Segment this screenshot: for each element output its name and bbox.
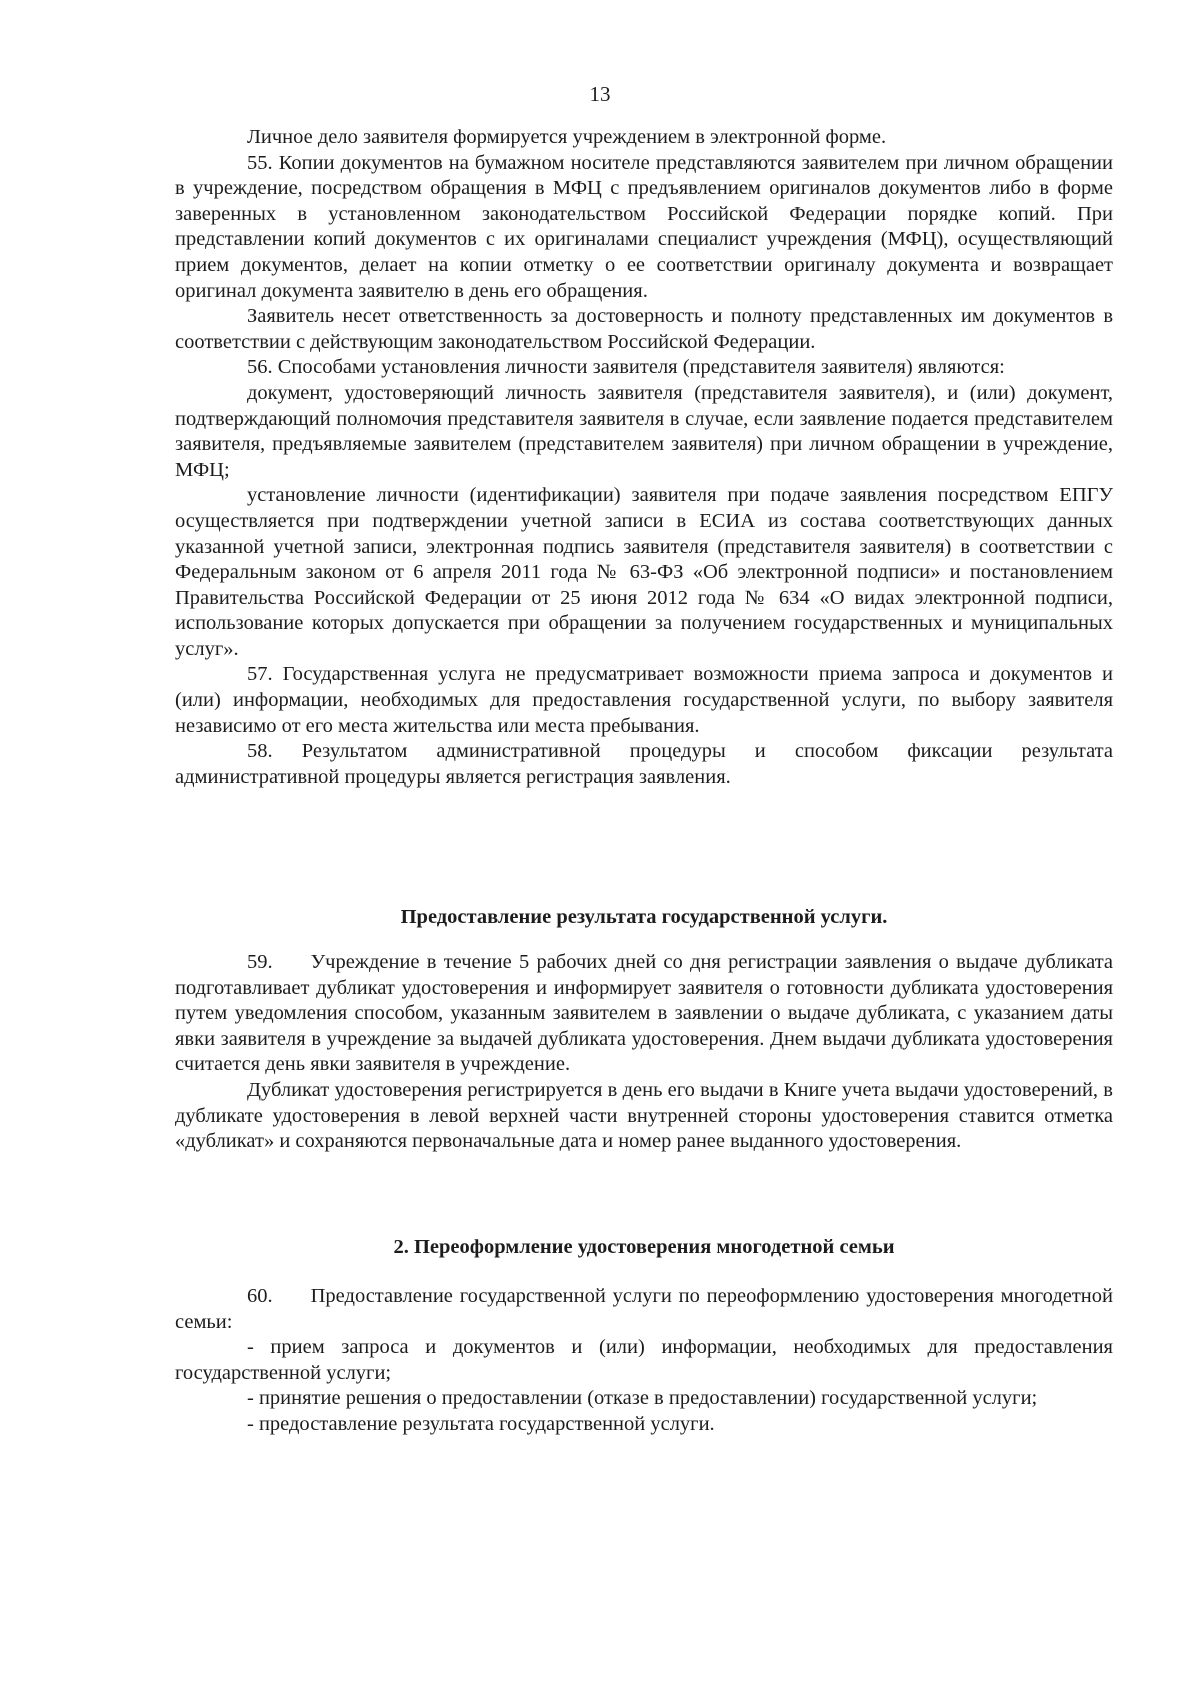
- paragraph-55: 55. Копии документов на бумажном носителе представляются заявителем при личном обращении в учреждение, посредством обращения в МФЦ с предъявлением оригиналов документов либо в форме заверенных в установленном законодательством Российской Федерации порядке копий. При представлении копий документов с их оригиналами специалист учреждения (МФЦ), осуществляющий прием документов, делает на копии отметку о ее соответствии оригиналу документа и возвращает оригинал документа заявителю в день его обращения.: [175, 151, 1113, 302]
- list-item-request-reception: - прием запроса и документов и (или) информации, необходимых для предоставления государственной услуги;: [175, 1336, 1113, 1384]
- paragraph-59: [175, 950, 1113, 1078]
- section-heading-result: Предоставление результата государственной услуги.: [400, 906, 888, 928]
- paragraph-60-number: 60.: [247, 1285, 273, 1307]
- paragraph-57: 57. Государственная услуга не предусматривает возможности приема запроса и документов и (или) информации, необходимых для предоставления государственной услуги, по выбору заявителя независимо от его места жительства или места пребывания.: [175, 663, 1113, 737]
- text-block-upper: [175, 125, 1113, 790]
- list-item-decision: - принятие решения о предоставлении (отказе в предоставлении) государственной услуги;: [247, 1387, 1038, 1410]
- paragraph-58: 58. Результатом административной процедуры и способом фиксации результата административной процедуры является регистрация заявления.: [175, 740, 1113, 788]
- paragraph-applicant-responsibility: Заявитель несет ответственность за достоверность и полноту представленных им документов в соответствии с действующим законодательством Российской Федерации.: [175, 305, 1113, 353]
- paragraph-identity-epgu: установление личности (идентификации) заявителя при подаче заявления посредством ЕПГУ осуществляется при подтверждении учетной записи в ЕСИА из состава соответствующих данных указанной учетной записи, электронная подпись заявителя (представителя заявителя) в соответствии с Федеральным законом от 6 апреля 2011 года № 63-ФЗ «Об электронной подписи» и постановлением Правительства Российской Федерации от 25 июня 2012 года № 634 «О видах электронной подписи, использование которых допускается при обращении за получением государственных и муниципальных услуг».: [175, 484, 1113, 660]
- paragraph-59-text: Учреждение в течение 5 рабочих дней со дня регистрации заявления о выдаче дубликата подготавливает дубликат удостоверения и информирует заявителя о готовности дубликата удостоверения путем уведомления способом, указанным заявителем в заявлении о выдаче дубликата, с указанием даты явки заявителя в учреждение за выдачей дубликата удостоверения. Днем выдачи дубликата удостоверения считается день явки заявителя в учреждение.: [175, 951, 1113, 1076]
- text-block-middle: [175, 950, 1113, 1155]
- paragraph-56: 56. Способами установления личности заявителя (представителя заявителя) являются:: [247, 356, 1005, 379]
- section-heading-reissue: 2. Переоформление удостоверения многодетной семьи: [393, 1236, 895, 1258]
- page-number: 13: [589, 82, 611, 106]
- paragraph-identity-document: документ, удостоверяющий личность заявителя (представителя заявителя), и (или) документ, подтверждающий полномочия представителя заявителя в случае, если заявление подается представителем заявителя, предъявляемые заявителем (представителем заявителя) при личном обращении в учреждение, МФЦ;: [175, 381, 1113, 481]
- paragraph-59-number: 59.: [247, 951, 273, 973]
- text-block-lower: [175, 1284, 1113, 1438]
- paragraph-duplicate-registration: Дубликат удостоверения регистрируется в день его выдачи в Книге учета выдачи удостоверений, в дубликате удостоверения в левой верхней части внутренней стороны удостоверения ставится отметка «дубликат» и сохраняются первоначальные дата и номер ранее выданного удостоверения.: [175, 1078, 1113, 1153]
- list-item-result-provision: - предоставление результата государственной услуги.: [247, 1412, 715, 1435]
- paragraph-60-text: Предоставление государственной услуги по переоформлению удостоверения многодетной семьи:: [175, 1285, 1113, 1333]
- paragraph-personal-file: Личное дело заявителя формируется учреждением в электронной форме.: [247, 126, 887, 148]
- paragraph-60: [175, 1284, 1113, 1335]
